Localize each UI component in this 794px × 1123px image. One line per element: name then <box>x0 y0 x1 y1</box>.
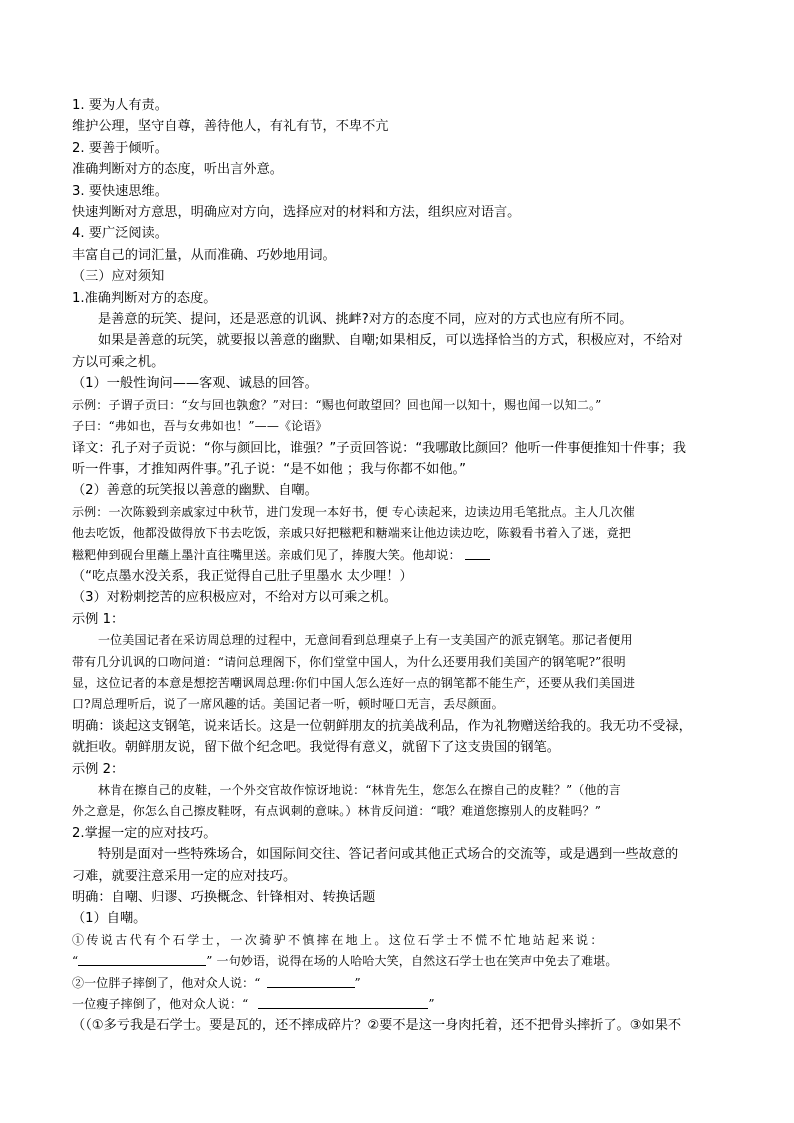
example-line: 子曰：“弗如也，吾与女弗如也！”——《论语》 <box>72 419 328 434</box>
text-line: 如果是善意的玩笑，就要报以善意的幽默、自嘲;如果相反，可以选择恰当的方式，积极应对，不给对 <box>98 333 683 349</box>
text-line: 方以可乘之机。 <box>72 354 165 370</box>
answer-blank[interactable] <box>267 975 355 988</box>
open-quote: “ <box>72 954 79 969</box>
subsection-heading: （1）一般性询问——客观、诚恳的回答。 <box>72 376 318 392</box>
example-line: 显，这位记者的本意是想挖苦嘲讽周总理:你们中国人怎么连好一点的钢笔都不能生产，还要从我们美国进 <box>72 675 636 690</box>
answer-line: （“吃点墨水没关系，我正觉得自己肚子里墨水 太少哩！） <box>72 568 413 584</box>
answer-line: （（①多亏我是石学士。要是瓦的，还不摔成碎片？②要不是这一身肉托着，还不把骨头摔折了。③如果不 <box>72 1018 682 1034</box>
example-line: 他去吃饭，他都没做得放下书去吃饭，亲戚只好把糍粑和糖端来让他边读边吃，陈毅看书着入了迷，竟把 <box>72 526 631 541</box>
example-line: 一位美国记者在采访周总理的过程中，无意间看到总理桌子上有一支美国产的派克钢笔。那记者便用 <box>98 633 633 648</box>
text-line: 快速判断对方意思，明确应对方向，选择应对的材料和方法，组织应对语言。 <box>72 205 521 221</box>
subsection-heading: （3）对粉刺挖苦的应积极应对，不给对方以可乘之机。 <box>72 590 397 606</box>
list-item-heading: 2. 要善于倾听。 <box>72 140 168 156</box>
example-line <box>72 973 724 994</box>
text-line: 丰富自己的词汇量，从而准确、巧妙地用词。 <box>72 247 336 263</box>
text-line: 维护公理，坚守自尊，善待他人，有礼有节，不卑不亢 <box>72 119 389 135</box>
subsection-heading: （1）自嘲。 <box>72 911 147 927</box>
example-line <box>72 951 724 972</box>
close-quote: ” <box>428 997 435 1012</box>
subsection-heading: 2.掌握一定的应对技巧。 <box>72 825 217 841</box>
example-line: 外之意是，你怎么自己擦皮鞋呀，有点讽刺的意味。）林肯反问道：“哦？难道您擦别人的皮鞋吗？” <box>72 804 602 819</box>
close-quote: ” <box>354 975 361 990</box>
text-line: 刁难，就要注意采用一定的应对技巧。 <box>72 868 297 884</box>
example-line: 林肯在擦自己的皮鞋，一个外交官故作惊讶地说：“林肯先生，您怎么在擦自己的皮鞋？”（他的言 <box>98 783 621 797</box>
subsection-heading: 1.准确判断对方的态度。 <box>72 290 217 306</box>
example-line: ①传说古代有个石学士，一次骑驴不慎摔在地上。这位石学士不慌不忙地站起来说： <box>72 932 605 947</box>
document-page <box>72 95 724 1037</box>
section-heading: （三）应对须知 <box>72 269 165 285</box>
translation-line: 听一件事，才推知两件事。”孔子说：“是不如他 ；我与你都不如他。” <box>72 461 466 477</box>
example-text: 糍粑伸到砚台里蘸上墨汁直往嘴里送。亲戚们见了，捧腹大笑。他却说： <box>72 547 461 562</box>
example-text: ” 一句妙语，说得在场的人哈哈大笑，自然这石学士也在笑声中免去了难堪。 <box>206 954 618 969</box>
answer-line: 明确：自嘲、归谬、巧换概念、针锋相对、转换话题 <box>72 890 376 906</box>
example-text: 一位瘦子摔倒了，他对众人说：“ <box>72 997 249 1012</box>
example-label: 示例 1： <box>72 611 125 627</box>
text-line: 特别是面对一些特殊场合，如国际间交往、答记者问或其他正式场合的交流等，或是遇到一些故意的 <box>98 847 679 863</box>
example-line: 示例：子谓子贡曰：“女与回也孰愈？”对曰：“赐也何敢望回？回也闻一以知十，赐也闻一以知二。” <box>72 397 602 412</box>
subsection-heading: （2）善意的玩笑报以善意的幽默、自嘲。 <box>72 483 318 499</box>
example-line: 带有几分讥讽的口吻问道：“请问总理阁下，你们堂堂中国人，为什么还要用我们美国产的钢笔呢?”很明 <box>72 654 626 669</box>
text-line: 准确判断对方的态度，听出言外意。 <box>72 162 283 178</box>
example-line: 口?周总理听后，说了一席风趣的话。美国记者一听，顿时哑口无言，丢尽颜面。 <box>72 697 504 712</box>
example-text: ②一位胖子摔倒了，他对众人说：“ <box>72 975 261 990</box>
answer-blank[interactable] <box>78 953 206 966</box>
example-line: 示例：一次陈毅到亲戚家过中秋节，进门发现一本好书，便 专心读起来，边读边用毛笔批点。主人几次催 <box>72 504 635 519</box>
answer-blank[interactable] <box>465 547 490 560</box>
example-line <box>72 994 724 1015</box>
list-item-heading: 4. 要广泛阅读。 <box>72 226 168 242</box>
answer-line: 明确：谈起这支钢笔，说来话长。这是一位朝鲜朋友的抗美战利品，作为礼物赠送给我的。我无功不受禄， <box>72 718 692 734</box>
list-item-heading: 3. 要快速思维。 <box>72 183 168 199</box>
list-item-heading: 1. 要为人有责。 <box>72 98 168 113</box>
example-line <box>72 545 724 566</box>
text-line: 是善意的玩笑、提问，还是恶意的讥讽、挑衅?对方的态度不同，应对的方式也应有所不同。 <box>98 312 633 328</box>
translation-line: 译文：孔子对子贡说：“你与颜回比，谁强？”子贡回答说：“我哪敢比颜回？他听一件事便推知十件事；我 <box>72 440 686 456</box>
example-label: 示例 2： <box>72 761 125 777</box>
answer-blank[interactable] <box>258 996 428 1009</box>
answer-line: 就拒收。朝鲜朋友说，留下做个纪念吧。我觉得有意义，就留下了这支贵国的钢笔。 <box>72 740 560 756</box>
